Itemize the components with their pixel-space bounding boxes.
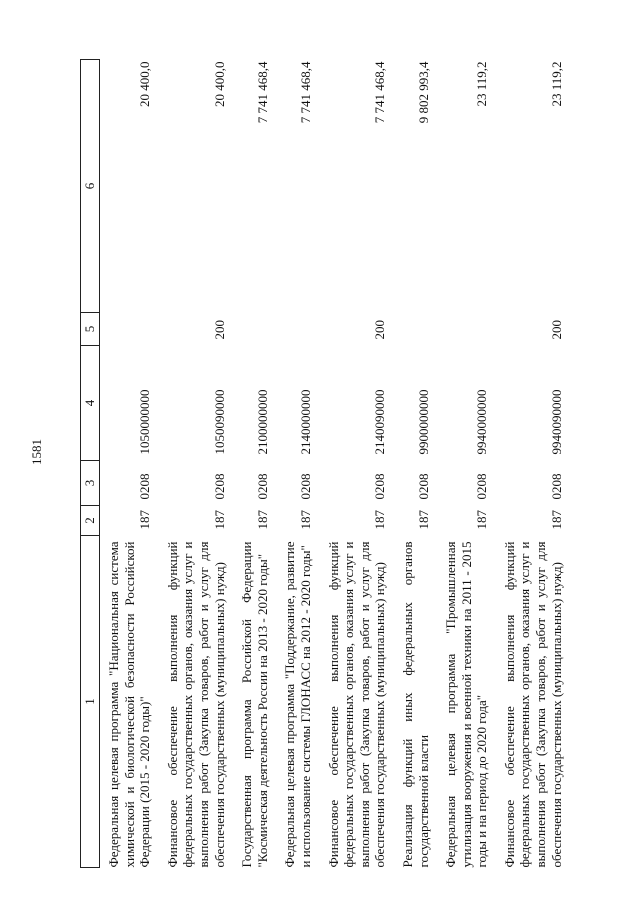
- page-number: 1581: [29, 439, 44, 465]
- row-expense-type: 200: [548, 320, 564, 340]
- row-name: Федеральная целевая программа "Национальная система химической и биологической безопасности Российской Федерации (2015 - 2020 годы)": [106, 541, 153, 868]
- row-name: Реализация функций иных федеральных органов государственной власти: [399, 541, 431, 868]
- table-row: [320, 60, 394, 868]
- row-name: Финансовое обеспечение выполнения функций федеральных государственных органов, оказания услуг и выполнения работ (Закупка товаров, работ и услуг для обеспечения государственных (муниципальных) нужд): [325, 541, 388, 868]
- table-row: [394, 60, 437, 868]
- row-section-code: 0208: [415, 473, 431, 500]
- col-header-5: 5: [81, 313, 100, 346]
- table-row: [276, 60, 319, 868]
- row-target-code: 2100000000: [254, 389, 270, 455]
- row-expense-type: 200: [211, 320, 227, 340]
- row-section-code: 0208: [297, 473, 313, 500]
- col-header-4: 4: [81, 346, 100, 461]
- row-amount: 23 119,2: [474, 61, 490, 107]
- header-row: [81, 60, 100, 868]
- col-header-6: 6: [81, 60, 100, 313]
- row-name: Государственная программа Российской Федерации "Космическая деятельность России на 2013 - 2020 годы": [239, 541, 270, 868]
- row-name: Финансовое обеспечение выполнения функций федеральных государственных органов, оказания услуг и выполнения работ (Закупка товаров, работ и услуг для обеспечения государственных (муниципальных) нужд): [501, 541, 564, 868]
- row-name: Федеральная целевая программа "Поддержание, развитие и использование системы ГЛОНАСС на 2012 - 2020 годы": [282, 541, 313, 868]
- row-amount: 7 741 468,4: [297, 61, 313, 124]
- row-ministry-code: 187: [137, 510, 153, 530]
- row-section-code: 0208: [254, 473, 270, 500]
- row-ministry-code: 187: [211, 510, 227, 530]
- row-amount: 20 400,0: [211, 61, 227, 107]
- row-name: Финансовое обеспечение выполнения функций федеральных государственных органов, оказания услуг и выполнения работ (Закупка товаров, работ и услуг для обеспечения государственных (муниципальных) нужд): [164, 541, 227, 868]
- row-ministry-code: 187: [548, 510, 564, 530]
- row-section-code: 0208: [211, 473, 227, 500]
- row-amount: 23 119,2: [548, 61, 564, 107]
- row-section-code: 0208: [372, 473, 388, 500]
- row-target-code: 1050000000: [137, 389, 153, 455]
- row-target-code: 9940000000: [474, 389, 490, 455]
- row-amount: 7 741 468,4: [372, 61, 388, 124]
- row-expense-type: [233, 313, 276, 346]
- row-ministry-code: 187: [372, 510, 388, 530]
- row-ministry-code: 187: [415, 510, 431, 530]
- row-expense-type: 200: [372, 320, 388, 340]
- row-name: Федеральная целевая программа "Промышленная утилизация вооружения и военной техники на 2011 - 2015 годы и на период до 2020 года": [443, 541, 490, 868]
- row-expense-type: [437, 313, 496, 346]
- col-header-3: 3: [81, 461, 100, 506]
- col-header-1: 1: [81, 536, 100, 868]
- budget-table-rotated: [80, 60, 607, 868]
- row-amount: 9 802 993,4: [415, 61, 431, 124]
- table-row: [437, 60, 496, 868]
- row-ministry-code: 187: [297, 510, 313, 530]
- table-row: [100, 60, 159, 868]
- row-target-code: 2140090000: [372, 389, 388, 455]
- row-ministry-code: 187: [254, 510, 270, 530]
- budget-table: [80, 59, 570, 868]
- table-row: [159, 60, 233, 868]
- row-section-code: 0208: [137, 473, 153, 500]
- row-expense-type: [276, 313, 319, 346]
- row-section-code: 0208: [474, 473, 490, 500]
- row-amount: 20 400,0: [137, 61, 153, 107]
- row-expense-type: [394, 313, 437, 346]
- row-ministry-code: 187: [474, 510, 490, 530]
- row-amount: 7 741 468,4: [254, 61, 270, 124]
- table-row: [233, 60, 276, 868]
- row-target-code: 1050090000: [211, 389, 227, 455]
- row-target-code: 9940090000: [548, 389, 564, 455]
- col-header-2: 2: [81, 506, 100, 536]
- row-target-code: 2140000000: [297, 389, 313, 455]
- table-row: [496, 60, 570, 868]
- row-section-code: 0208: [548, 473, 564, 500]
- row-expense-type: [100, 313, 159, 346]
- row-target-code: 9900000000: [415, 389, 431, 455]
